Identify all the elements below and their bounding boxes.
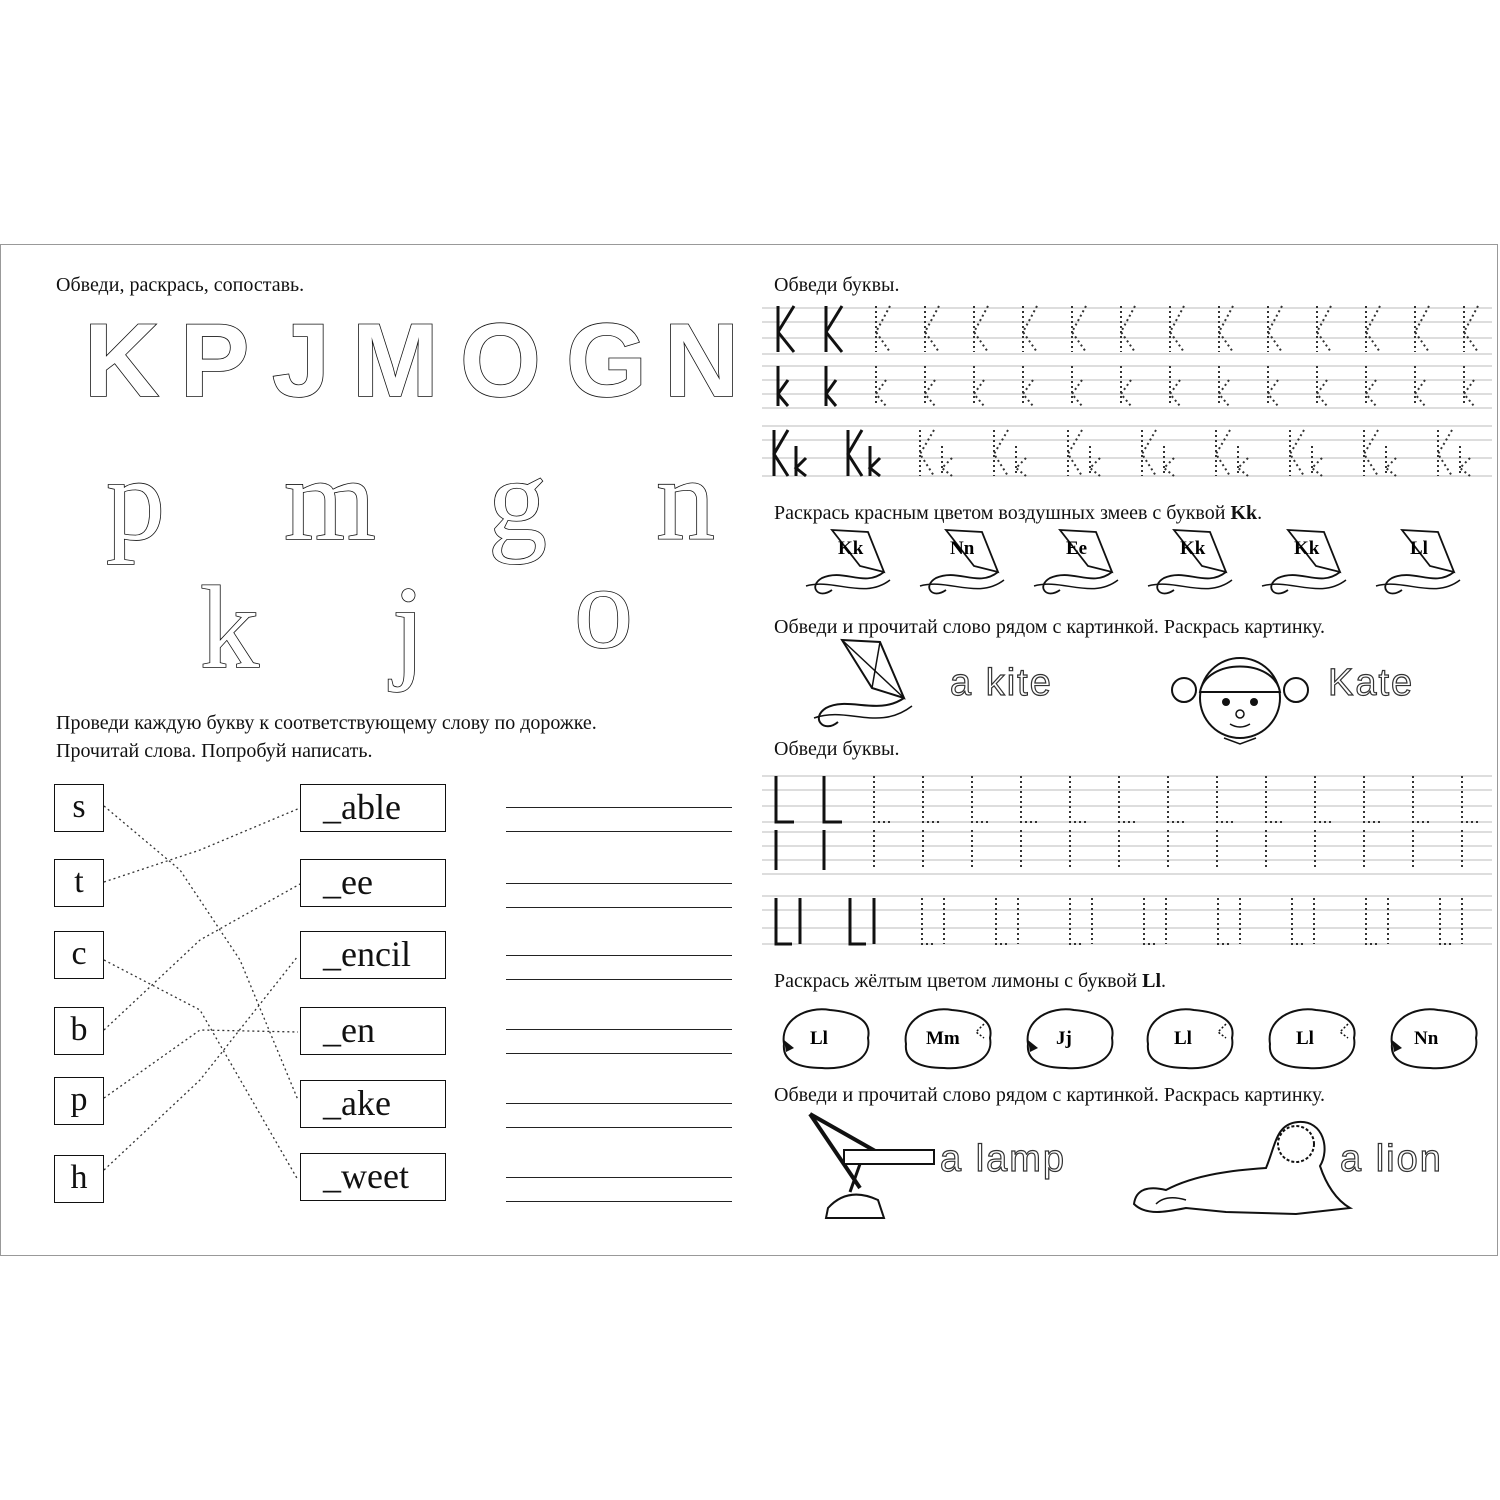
word-box-able[interactable]: _able <box>300 784 446 832</box>
word-box-weet[interactable]: _weet <box>300 1153 446 1201</box>
kite-label: Ee <box>1066 538 1088 559</box>
kites-instruction: Раскрась красным цветом воздушных змеев с буквой Kk. <box>774 502 1263 524</box>
letter-box-h[interactable]: h <box>54 1155 104 1203</box>
outline-letter-k: k <box>200 562 259 693</box>
kite-nn[interactable] <box>918 528 1018 609</box>
trace-word-a-lamp[interactable]: a lamp <box>940 1138 1067 1180</box>
letter-box-b[interactable]: b <box>54 1007 104 1055</box>
trace-title-k: Обведи буквы. <box>774 274 900 296</box>
trace-row-kk-pair[interactable] <box>770 424 1490 489</box>
lemon-ll-3[interactable] <box>1262 1004 1362 1077</box>
trace-word-a-lion[interactable]: a lion <box>1340 1138 1443 1180</box>
trace-row-k-upper[interactable] <box>770 296 1490 371</box>
instruction-match-line1: Проведи каждую букву к соответствующему слову по дорожке. <box>56 712 597 734</box>
word-box-ee[interactable]: _ee <box>300 859 446 907</box>
matching-paths <box>0 0 760 1260</box>
word-box-encil[interactable]: _encil <box>300 931 446 979</box>
lemon-ll-1[interactable] <box>776 1004 876 1077</box>
outline-letter-N: N <box>664 303 740 419</box>
lemon-label: Mm <box>926 1028 960 1049</box>
lemons-instruction: Раскрась жёлтым цветом лимоны с буквой Ll. <box>774 970 1167 992</box>
lemon-label: Jj <box>1056 1028 1072 1049</box>
trace-row-k-lower[interactable] <box>770 362 1490 417</box>
trace-row-l-lower[interactable] <box>770 826 1490 881</box>
outline-letter-J: J <box>272 303 330 419</box>
writing-line[interactable] <box>506 907 732 908</box>
kite-label: Kk <box>1180 538 1206 559</box>
trace-title-l: Обведи буквы. <box>774 738 900 760</box>
letter-box-c[interactable]: c <box>54 931 104 979</box>
lemon-label: Ll <box>1296 1028 1314 1049</box>
writing-line[interactable] <box>506 979 732 980</box>
kite-kk-1[interactable] <box>804 528 904 609</box>
outline-letter-P: P <box>180 303 250 419</box>
writing-line[interactable] <box>506 831 732 832</box>
word-box-en[interactable]: _en <box>300 1007 446 1055</box>
writing-line[interactable] <box>506 1127 732 1128</box>
letter-box-t[interactable]: t <box>54 859 104 907</box>
kite-label: Nn <box>950 538 975 559</box>
outline-letter-j: j <box>392 562 425 693</box>
letter-box-p[interactable]: p <box>54 1077 104 1125</box>
lemon-nn[interactable] <box>1384 1004 1484 1077</box>
outline-letter-O: O <box>460 303 541 419</box>
kite-kk-2[interactable] <box>1146 528 1246 609</box>
writing-line[interactable] <box>506 1103 732 1104</box>
kite-label: Ll <box>1410 538 1428 559</box>
trace-word-kate[interactable]: Kate <box>1328 662 1415 704</box>
outline-letter-G: G <box>566 303 647 419</box>
writing-line[interactable] <box>506 955 732 956</box>
kite-label: Kk <box>838 538 864 559</box>
outline-letter-n: n <box>656 434 715 565</box>
kite-kk-3[interactable] <box>1260 528 1360 609</box>
lemon-mm[interactable] <box>898 1004 998 1077</box>
lemon-label: Ll <box>810 1028 828 1049</box>
outline-letter-g: g <box>488 434 547 565</box>
lemon-label: Nn <box>1414 1028 1439 1049</box>
kite-ll[interactable] <box>1374 528 1474 609</box>
writing-line[interactable] <box>506 807 732 808</box>
writing-line[interactable] <box>506 1177 732 1178</box>
lemon-ll-2[interactable] <box>1140 1004 1240 1077</box>
instruction-match-line2: Прочитай слова. Попробуй написать. <box>56 740 373 762</box>
outline-letter-m: m <box>284 434 376 565</box>
writing-line[interactable] <box>506 883 732 884</box>
writing-line[interactable] <box>506 1201 732 1202</box>
kite-picture[interactable] <box>808 636 918 741</box>
writing-line[interactable] <box>506 1029 732 1030</box>
instruction-trace-color-match: Обведи, раскрась, сопоставь. <box>56 274 305 296</box>
kite-ee[interactable] <box>1032 528 1132 609</box>
lamp-picture[interactable] <box>800 1108 940 1233</box>
letter-box-s[interactable]: s <box>54 784 104 832</box>
read-instruction-lamp-lion: Обведи и прочитай слово рядом с картинкой. Раскрась картинку. <box>774 1084 1325 1106</box>
lion-picture[interactable] <box>1126 1104 1356 1229</box>
outline-letter-M: M <box>352 303 439 419</box>
trace-word-a-kite[interactable]: a kite <box>950 662 1053 704</box>
kite-label: Kk <box>1294 538 1320 559</box>
writing-line[interactable] <box>506 1053 732 1054</box>
word-box-ake[interactable]: _ake <box>300 1080 446 1128</box>
trace-row-ll-pair[interactable] <box>770 892 1490 957</box>
lemon-jj[interactable] <box>1020 1004 1120 1077</box>
outline-letter-o: o <box>574 542 633 673</box>
outline-letter-K: K <box>84 303 160 419</box>
outline-letter-p: p <box>106 434 165 565</box>
lemon-label: Ll <box>1174 1028 1192 1049</box>
read-instruction-kite: Обведи и прочитай слово рядом с картинкой. Раскрась картинку. <box>774 616 1325 638</box>
kate-girl-picture[interactable] <box>1166 636 1316 751</box>
